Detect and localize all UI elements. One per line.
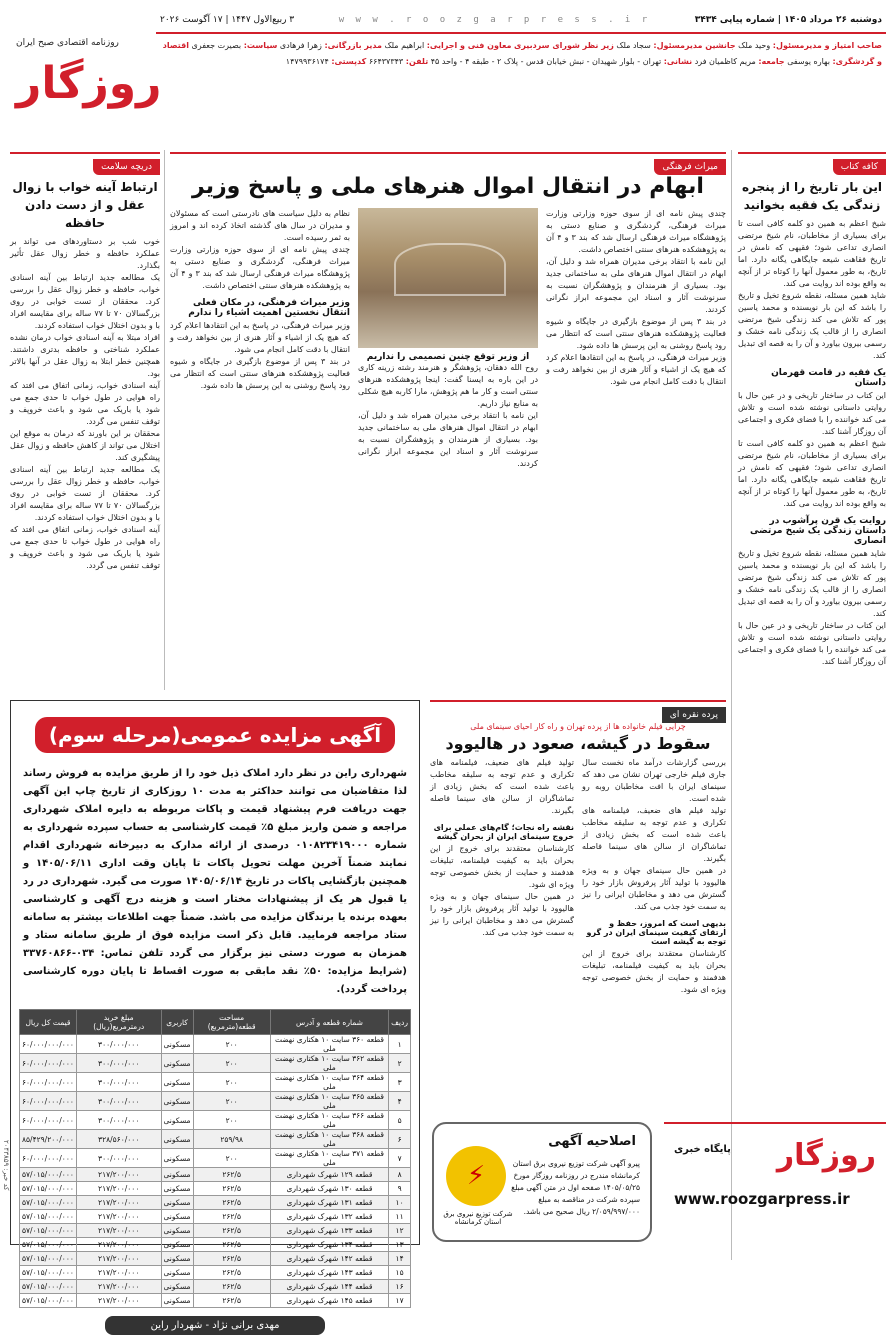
table-cell: ۳۰۰/۰۰۰/۰۰۰ (76, 1149, 161, 1168)
issue-date: دوشنبه ۲۶ مرداد ۱۴۰۵ | شماره پیاپی ۳۴۳۴ (694, 15, 882, 25)
table-cell: ۲۱۷/۲۰۰/۰۰۰ (76, 1210, 161, 1224)
table-row (20, 1294, 411, 1308)
tender-title: آگهی مزایده عمومی(مرحله سوم) (35, 717, 395, 753)
table-cell: ۳۲۸/۵۶۰/۰۰۰ (76, 1130, 161, 1149)
movie-subheading: نقشه راه نجات؛ گام‌های عملی برای خروج سینمای ایران از بحران گیشه (433, 823, 574, 841)
table-cell: قطعه ۳۶۸ سایت ۱۰ هکتاری نهضت ملی (270, 1130, 388, 1149)
column-divider (731, 150, 732, 1260)
staff-value: ۶۶۴۳۷۳۴۳ (366, 57, 406, 66)
table-cell: ۱۶ (389, 1280, 411, 1294)
table-cell: ۹ (389, 1182, 411, 1196)
staff-value: بهاره یوسفی (784, 57, 833, 66)
section-label: پرده نقره ای (662, 707, 726, 723)
table-row (20, 1182, 411, 1196)
table-cell: ۱۱ (389, 1210, 411, 1224)
table-cell: قطعه ۱۳۴ شهرک شهرداری (270, 1238, 388, 1252)
health-paragraph: خوب شب بر دستاوردهای می تواند بر عملکرد حافظه و خطر زوال عقل تأثیر بگذارد. (10, 237, 160, 270)
table-cell: ۵۷/۰۱۵/۰۰۰/۰۰۰ (20, 1224, 77, 1238)
lead-col-middle (358, 208, 538, 470)
table-cell: قطعه ۳۶۰ سایت ۱۰ هکتاری نهضت ملی (270, 1035, 388, 1054)
health-paragraph: یک مطالعه جدید ارتباط بین آینه اسنادی خواب، حافظه و خطر زوال عقل را بررسی کرد. محققان از تست خوابی در روی بزرگسالان ۷۰ تا ۷۷ ساله برای مقایسه افراد با و بدون اختلال خواب استفاده کردند. (10, 465, 161, 522)
tender-body: شهرداری راین در نظر دارد املاک ذیل خود را از طریق مزایده به فروش رساند لذا متقاضیان می توانند حداکثر به مدت ۱۰ روزکاری از تاریخ چاپ این آگهی جهت دریافت فرم پیشنهاد قیمت و پاکات مربوطه به دایره املاک شهرداری مراجعه و ضمن واریز مبلغ ۵٪ قیمت کارشناسی به حساب سپرده شهرداری به شماره ۰۱۰۸۲۳۴۱۹۰۰۰ درصدی از ارائه مدارک به دبیرخانه شهرداری اقدام نمایند ضمناً آخرین مهلت تحویل پاکات تا پایان وقت اداری ۱۴۰۵/۰۶/۱۱ و همچنین بازگشایی پاکات در تاریخ ۱۴۰۵/۰۶/۱۴ صورت می گیرد. شهرداری در رد یا قبول هر یک از پیشنهادات مختار است و هزینه درج آگهی و کارشناسی بعهده برنده یا برندگان مزایده می باشد. ضمناً جهت اطلاعات بیشتر به سامانه ستاد مراجعه فرمایید. قابل ذکر است مزایده فوق از طریق سامانه ستاد و همزمان به صورت دستی نیز برگزار می گردد تلفن تماس: ۰۳۴-۳۳۷۶۰۸۶۶ (شرایط مزایده: ۵۰٪ نقد مابقی به صورت اقساط تا پایان دوره کارشناسی پرداخت گردد). (23, 768, 408, 995)
staff-label: مدیر بازرگانی: (324, 41, 382, 50)
movie-col-left (430, 757, 574, 996)
movie-subheading: بدیهی است که امروز، حفظ و ارتقای کیفیت سینمای ایران در گرو توجه به گیشه است (586, 919, 726, 946)
table-row (20, 1224, 411, 1238)
lead-paragraph: چندی پیش نامه ای از سوی حوزه وزارتی وزارت میراث فرهنگی، گردشگری و صنایع دستی به پژوهشگاه میراث فرهنگی ارسال شد که بند ۳ و ۴ آن به پژوهشکده هنرهای سنتی اختصاص داشت. (546, 209, 726, 254)
movie-paragraph: در همین حال سینمای جهان و به ویژه هالیوود با تولید آثار پرفروش بازار خود را گسترش می دهد و مخاطبان ایرانی را نیز به سمت خود جذب می کند. (582, 866, 726, 911)
table-cell: ۶۰/۰۰۰/۰۰۰/۰۰۰ (20, 1092, 77, 1111)
table-cell: ۲۶۲/۵ (193, 1182, 270, 1196)
table-cell: ۲۰۰ (193, 1035, 270, 1054)
correction-title: اصلاحیه آگهی (548, 1134, 636, 1149)
tagline: روزنامه اقتصادی صبح ایران (16, 38, 119, 48)
table-cell: ۶ (389, 1130, 411, 1149)
table-cell: ۵۷/۰۱۵/۰۰۰/۰۰۰ (20, 1280, 77, 1294)
table-cell: ۷ (389, 1149, 411, 1168)
section-label: دریچه سلامت (93, 159, 160, 175)
lead-paragraph: این نامه با انتقاد برخی مدیران همراه شد و دلیل آن، ابهام در انتقال اموال هنرهای ملی به ساختمانی جدید بود. بسیاری از هنرمندان و پژوهشگران نسبت به سرنوشت آثار و اسناد این مجموعه ابراز نگرانی کردند. (546, 257, 726, 314)
table-cell: ۲۶۲/۵ (193, 1210, 270, 1224)
column-header: مساحت قطعه(مترمربع) (193, 1010, 270, 1035)
staff-list (156, 34, 886, 74)
logo (10, 8, 162, 144)
table-cell: ۸ (389, 1168, 411, 1182)
staff-value: ابراهیم ملک (381, 41, 427, 50)
health-paragraph: آینه اسنادی خواب، زمانی اتفاق می افتد که راه هوایی در طول خواب تا حدی جمع می شود یا باریک می شود و باعث خروپف و توقف تنفس می گردد. (10, 381, 160, 426)
staff-entry (736, 41, 882, 50)
table-cell: قطعه ۱۴۴ شهرک شهرداری (270, 1280, 388, 1294)
table-cell: ۸۵/۴۲۹/۲۰۰/۰۰۰ (20, 1130, 77, 1149)
table-row (20, 1130, 411, 1149)
staff-entry (382, 41, 512, 50)
lead-col-left (170, 208, 350, 470)
lead-paragraph: وزیر میراث فرهنگی، در پاسخ به این انتقادها اعلام کرد که هیچ یک از اشیاء و آثار هنری از بین نخواهد رفت و انتقال با دقت کامل انجام می شود. (170, 321, 350, 354)
book-paragraph: شاید همین مسئله، نقطه شروع تخیل و تاریخ را باشد که این بار نویسنده و محمد یاسین پور که تلاش می کند زندگی شیخ مرتضی انصاری را از قالب یک زندگی نامه خشک و رسمی بیرون بیاورد و آن را به قصه ای تبدیل کند. (738, 549, 886, 618)
table-cell: ۲۶۲/۵ (193, 1280, 270, 1294)
table-cell: ۳۰۰/۰۰۰/۰۰۰ (76, 1054, 161, 1073)
movie-headline: سقوط در گیشه، صعود در هالیوود (445, 734, 711, 753)
table-cell: ۴ (389, 1092, 411, 1111)
staff-entry (692, 57, 784, 66)
table-cell: ۵ (389, 1111, 411, 1130)
table-cell: قطعه ۱۴۲ شهرک شهرداری (270, 1252, 388, 1266)
lead-paragraph: نظام به دلیل سیاست های نادرستی است که مسئولان و مدیران در سال های گذشته اتخاذ کرده اند و امروز به ثمر رسیده است. (170, 209, 350, 242)
table-cell: ۲۱۷/۲۰۰/۰۰۰ (76, 1238, 161, 1252)
table-cell: ۱۲ (389, 1224, 411, 1238)
table-cell: ۲۱۷/۲۰۰/۰۰۰ (76, 1168, 161, 1182)
movie-paragraph: بررسی گزارشات درآمد ماه نخست سال جاری فیلم خارجی تهران نشان می دهد که سینمای ایران با افت مخاطبان روبه رو شده است. (582, 758, 726, 803)
news-logo: روزگار (776, 1138, 876, 1173)
staff-value: بصیرت جعفری (189, 41, 244, 50)
section-bar (170, 152, 726, 170)
tender-table (19, 1009, 411, 1308)
health-paragraph: محققان بر این باورند که درمان به موقع این اختلال می تواند از کاهش حافظه و زوال عقل پیشگیری کند. (10, 429, 160, 462)
correction-body: پیرو آگهی شرکت توزیع نیروی برق استان کرمانشاه مندرج در روزنامه روزگار مورخ ۱۴۰۵/۰۵/۲۵ صفحه اول در متن آگهی مبلغ سپرده شرکت در مناقصه به مبلغ ۲/۰۵۹/۹۹۷/۰۰۰ ریال صحیح می باشد. (511, 1159, 640, 1216)
movie-paragraph: در همین حال سینمای جهان و به ویژه هالیوود با تولید آثار پرفروش بازار خود را گسترش می دهد و مخاطبان ایرانی را نیز به سمت خود جذب می کند. (430, 892, 574, 937)
staff-entry (366, 57, 428, 66)
table-cell: ۲۰۰ (193, 1054, 270, 1073)
table-cell: قطعه ۱۴۵ شهرک شهرداری (270, 1294, 388, 1308)
table-cell: ۲۶۲/۵ (193, 1266, 270, 1280)
table-cell: قطعه ۱۲۹ شهرک شهرداری (270, 1168, 388, 1182)
book-paragraph: شاید همین مسئله، نقطه شروع تخیل و تاریخ را باشد که این بار نویسنده و محمد یاسین پور که تلاش می کند زندگی شیخ مرتضی انصاری را از قالب یک زندگی نامه خشک و رسمی بیرون بیاورد و آن را به قصه ای تبدیل کند. (738, 291, 886, 360)
health-paragraph: افراد مبتلا به آینه اسنادی خواب درمان نشده عملکرد شناختی و حافظه بدتری داشتند. همچنین خطر ابتلا به زوال عقل در آنها بالاتر بود. (10, 333, 160, 378)
movie-paragraph: تولید فیلم های ضعیف، فیلمنامه های تکراری و عدم توجه به سلیقه مخاطب باعث شده است که بخش زیادی از تماشاگران از سالن های سینما فاصله بگیرند. (582, 806, 726, 863)
table-cell: قطعه ۱۳۱ شهرک شهرداری (270, 1196, 388, 1210)
staff-label: کدپستی: (331, 57, 367, 66)
table-cell: مسکونی (161, 1073, 193, 1092)
table-cell: مسکونی (161, 1280, 193, 1294)
staff-value: مریم کاظمیان فرد (692, 57, 759, 66)
column-divider (164, 150, 165, 690)
table-cell: ۳۰۰/۰۰۰/۰۰۰ (76, 1035, 161, 1054)
staff-entry (189, 41, 277, 50)
news-site-ad (664, 1122, 886, 1242)
table-cell: قطعه ۱۳۰ شهرک شهرداری (270, 1182, 388, 1196)
table-cell: ۲۱۷/۲۰۰/۰۰۰ (76, 1294, 161, 1308)
section-bar (738, 152, 886, 170)
table-cell: مسکونی (161, 1035, 193, 1054)
table-cell: مسکونی (161, 1238, 193, 1252)
table-row (20, 1266, 411, 1280)
table-row (20, 1238, 411, 1252)
table-cell: مسکونی (161, 1252, 193, 1266)
staff-value: ۱۴۷۹۹۳۶۱۷۴ (285, 57, 332, 66)
lead-paragraph: وزیر میراث فرهنگی، در پاسخ به این انتقادها اعلام کرد که هیچ یک از اشیاء و آثار هنری از بین نخواهد رفت و انتقال با دقت کامل انجام می شود. (546, 353, 726, 386)
hijri-date: ۳ ربیع‌الاول ۱۴۴۷ | ۱۷ آگوست ۲۰۲۶ (160, 15, 295, 25)
table-cell: ۲۰۰ (193, 1111, 270, 1130)
news-label: پایگاه خبری (674, 1144, 731, 1155)
health-paragraph: آینه اسنادی خواب، زمانی اتفاق می افتد که راه هوایی در طول خواب تا حدی جمع می شود یا باریک می شود و باعث خروپف و توقف تنفس می گردد. (10, 525, 160, 570)
book-title: این بار تاریخ را از پنجره زندگی یک فقیه بخوانید (742, 180, 882, 212)
table-cell: قطعه ۳۶۲ سایت ۱۰ هکتاری نهضت ملی (270, 1054, 388, 1073)
staff-entry (277, 41, 382, 50)
table-cell: ۵۷/۰۱۵/۰۰۰/۰۰۰ (20, 1196, 77, 1210)
table-cell: ۱۴ (389, 1252, 411, 1266)
table-cell: ۳۰۰/۰۰۰/۰۰۰ (76, 1073, 161, 1092)
movie-paragraph: کارشناسان معتقدند برای خروج از این بحران باید به کیفیت فیلمنامه، تبلیغات هدفمند و حمایت از بخش خصوصی توجه ویژه ای شود. (430, 844, 574, 889)
table-row (20, 1196, 411, 1210)
tender-signature: مهدی برانی نژاد - شهردار راین (105, 1316, 325, 1335)
table-cell: قطعه ۱۴۳ شهرک شهرداری (270, 1266, 388, 1280)
movie-paragraph: تولید فیلم های ضعیف، فیلمنامه های تکراری و عدم توجه به سلیقه مخاطب باعث شده است که بخش زیادی از تماشاگران از سالن های سینما فاصله بگیرند. (430, 758, 574, 815)
table-cell: ۵۷/۰۱۵/۰۰۰/۰۰۰ (20, 1252, 77, 1266)
masthead (10, 8, 886, 144)
book-paragraph: شیخ اعظم به همین دو کلمه کافی است تا برای بسیاری از مخاطبان، نام شیخ مرتضی انصاری تداعی شود؛ فقیهی که نامش در تاریخ فقاهت شیعه جایگاهی یگانه دارد. اما تاریخ، به طور معمول آنها را کوتاه تر از آنچه به واقع بوده اند روایت می کند. (738, 219, 886, 288)
table-cell: ۱۰ (389, 1196, 411, 1210)
lead-paragraph: در بند ۳ پس از موضوع بازگیری در جایگاه و شیوه فعالیت پژوهشکده هنرهای سنتی است که انتظار می رود پاسخ روشنی به این پرسش ها داده شود. (546, 317, 726, 350)
header-info (156, 8, 886, 144)
section-label: کافه کتاب (833, 159, 886, 175)
table-cell: ۲۱۷/۲۰۰/۰۰۰ (76, 1252, 161, 1266)
book-paragraph: شیخ اعظم به همین دو کلمه کافی است تا برای بسیاری از مخاطبان، نام شیخ مرتضی انصاری تداعی شود؛ فقیهی که نامش در تاریخ فقاهت شیعه جایگاهی یگانه دارد. اما تاریخ، به طور معمول آنها را کوتاه تر از آنچه به واقع بوده اند روایت می کند. (738, 439, 886, 508)
staff-value: سجاد ملک (613, 41, 654, 50)
table-cell: ۲۵۹/۹۸ (193, 1130, 270, 1149)
staff-label: صاحب امتیاز و مدیرمسئول: (772, 41, 882, 50)
table-cell: مسکونی (161, 1224, 193, 1238)
health-title: ارتباط آینه خواب با زوال عقل و از دست دادن حافظه (12, 180, 158, 230)
column-header: قیمت کل ریال (20, 1010, 77, 1035)
staff-value: زهرا فرهادی (277, 41, 325, 50)
table-cell: ۲۱۷/۲۰۰/۰۰۰ (76, 1280, 161, 1294)
book-subheading: روایت یک قرن پرآشوب در داستان زندگی یک شیخ مرتضی انصاری (749, 516, 886, 546)
table-cell: مسکونی (161, 1294, 193, 1308)
table-cell: مسکونی (161, 1210, 193, 1224)
staff-label: اقتصاد و گردشگری: (162, 41, 882, 66)
logo-text: روزگار (16, 58, 162, 109)
table-cell: قطعه ۱۳۳ شهرک شهرداری (270, 1224, 388, 1238)
table-cell: ۶۰/۰۰۰/۰۰۰/۰۰۰ (20, 1054, 77, 1073)
table-cell: ۲۱۷/۲۰۰/۰۰۰ (76, 1266, 161, 1280)
table-row (20, 1210, 411, 1224)
table-cell: ۲۶۲/۵ (193, 1224, 270, 1238)
lead-photo (358, 208, 538, 348)
staff-entry (428, 57, 692, 66)
table-cell: ۵۷/۰۱۵/۰۰۰/۰۰۰ (20, 1294, 77, 1308)
staff-label: جامعه: (758, 57, 785, 66)
table-cell: ۲ (389, 1054, 411, 1073)
table-cell: ۲۱۷/۲۰۰/۰۰۰ (76, 1224, 161, 1238)
table-cell: ۲۶۲/۵ (193, 1196, 270, 1210)
staff-entry (614, 41, 736, 50)
column-header: شماره قطعه و آدرس (270, 1010, 388, 1035)
staff-entry (286, 57, 367, 66)
lead-paragraph: روح الله دهقان، پژوهشگر و هنرمند رشته زرینه کاری در این باره به ایسنا گفت: اینجا پژوهشکده هنرهای سنتی است و کار ما هم پژوهش، مارا کاربه هیچ شکلی به منابع نیاز داریم. (358, 363, 538, 408)
column-header: کاربری (161, 1010, 193, 1035)
staff-label: زیر نظر شورای سردبیری (514, 41, 614, 50)
lead-paragraph: چندی پیش نامه ای از سوی حوزه وزارتی وزارت میراث فرهنگی، گردشگری و صنایع دستی به پژوهشگاه میراث فرهنگی ارسال شد که بند ۳ و ۴ آن به پژوهشکده هنرهای سنتی اختصاص داشت. (170, 245, 350, 290)
table-cell: ۶۰/۰۰۰/۰۰۰/۰۰۰ (20, 1073, 77, 1092)
electricity-logo-icon: ⚡ (446, 1146, 506, 1206)
lead-paragraph: در بند ۳ پس از موضوع بازگیری در جایگاه و شیوه فعالیت پژوهشکده هنرهای سنتی است که انتظار می رود پاسخ روشنی به این پرسش ها داده شود. (170, 357, 350, 390)
table-cell: ۲۶۲/۵ (193, 1168, 270, 1182)
section-bar (10, 152, 160, 170)
table-cell: ۱۵ (389, 1266, 411, 1280)
table-cell: ۳ (389, 1073, 411, 1092)
news-url[interactable]: www.roozgarpress.ir (674, 1190, 850, 1208)
staff-label: تلفن: (405, 57, 429, 66)
staff-label: معاون فنی و اجرایی: (426, 41, 512, 50)
table-row (20, 1054, 411, 1073)
table-cell: مسکونی (161, 1054, 193, 1073)
staff-entry (511, 41, 613, 50)
table-cell: ۵۷/۰۱۵/۰۰۰/۰۰۰ (20, 1210, 77, 1224)
table-cell: ۲۶۲/۵ (193, 1238, 270, 1252)
staff-label: جانشین مدیرمسئول: (653, 41, 736, 50)
table-cell: ۲۶۲/۵ (193, 1252, 270, 1266)
staff-label: نشانی: (663, 57, 693, 66)
table-cell: ۲۰۰ (193, 1092, 270, 1111)
movie-story (430, 700, 726, 1112)
table-cell: مسکونی (161, 1182, 193, 1196)
table-row (20, 1252, 411, 1266)
section-bar (430, 700, 726, 718)
movie-kicker: چرایی فیلم خانواده ها از پرده تهران و راه کار احیای سینمای ملی (470, 722, 686, 731)
column-header: مبلغ خرید درمترمربع(ریال) (76, 1010, 161, 1035)
table-cell: ۲۰۰ (193, 1073, 270, 1092)
movie-body (430, 757, 726, 996)
table-cell: مسکونی (161, 1266, 193, 1280)
correction-ad (432, 1122, 652, 1242)
table-cell: مسکونی (161, 1092, 193, 1111)
column-header: ردیف (389, 1010, 411, 1035)
table-cell: ۲۶۲/۵ (193, 1294, 270, 1308)
health-paragraph: یک مطالعه جدید ارتباط بین آینه اسنادی خواب، حافظه و خطر زوال عقل را بررسی کرد. محققان از تست خوابی در روی بزرگسالان ۷۰ تا ۷۷ ساله برای مقایسه افراد با و بدون اختلال خواب استفاده کردند. (10, 273, 161, 330)
table-row (20, 1073, 411, 1092)
table-cell: مسکونی (161, 1111, 193, 1130)
table-row (20, 1111, 411, 1130)
staff-value: تهران - بلوار شهیدان - نبش خیابان قدس - پلاک ۲ - طبقه ۴ - واحد ۴۵ (428, 57, 664, 66)
table-row (20, 1280, 411, 1294)
table-row (20, 1092, 411, 1111)
health-column (10, 152, 160, 692)
table-cell: ۱۳ (389, 1238, 411, 1252)
photo-caption: از وزیر توقع چنین تصمیمی را نداریم (366, 352, 530, 362)
table-cell: ۱۷ (389, 1294, 411, 1308)
table-cell: ۱ (389, 1035, 411, 1054)
table-cell: ۲۱۷/۲۰۰/۰۰۰ (76, 1182, 161, 1196)
company-name: شرکت توزیع نیروی برق استان کرمانشاه (443, 1210, 513, 1226)
table-cell: قطعه ۱۳۲ شهرک شهرداری (270, 1210, 388, 1224)
table-cell: مسکونی (161, 1168, 193, 1182)
movie-paragraph: کارشناسان معتقدند برای خروج از این بحران باید به کیفیت فیلمنامه، تبلیغات هدفمند و حمایت از بخش خصوصی توجه ویژه ای شود. (582, 949, 726, 994)
table-cell: مسکونی (161, 1196, 193, 1210)
section-label: میراث فرهنگی (654, 159, 726, 175)
table-cell: ۵۷/۰۱۵/۰۰۰/۰۰۰ (20, 1238, 77, 1252)
table-cell: ۵۷/۰۱۵/۰۰۰/۰۰۰ (20, 1168, 77, 1182)
website-url[interactable]: w w w . r o o z g a r p r e s s . i r (338, 15, 651, 25)
table-cell: ۶۰/۰۰۰/۰۰۰/۰۰۰ (20, 1111, 77, 1130)
table-cell: قطعه ۳۶۵ سایت ۱۰ هکتاری نهضت ملی (270, 1092, 388, 1111)
page-code: کد خبر: ۲۰۴۳۸۵۹ (2, 1140, 10, 1191)
table-cell: ۵۷/۰۱۵/۰۰۰/۰۰۰ (20, 1266, 77, 1280)
lead-col-right (546, 208, 726, 470)
table-cell: ۶۰/۰۰۰/۰۰۰/۰۰۰ (20, 1149, 77, 1168)
table-cell: ۵۷/۰۱۵/۰۰۰/۰۰۰ (20, 1182, 77, 1196)
table-cell: قطعه ۳۶۴ سایت ۱۰ هکتاری نهضت ملی (270, 1073, 388, 1092)
table-cell: مسکونی (161, 1130, 193, 1149)
staff-value: وحید ملک (735, 41, 773, 50)
table-cell: ۶۰/۰۰۰/۰۰۰/۰۰۰ (20, 1035, 77, 1054)
table-cell: قطعه ۳۶۶ سایت ۱۰ هکتاری نهضت ملی (270, 1111, 388, 1130)
lead-subheading: وزیر میراث فرهنگی، در مکان فعلی انتقال نخستین اهمیت اشیاء را ندارم (188, 298, 350, 318)
book-subheading: یک فقیه در قامت قهرمان داستان (771, 368, 886, 388)
table-cell: قطعه ۳۷۱ سایت ۱۰ هکتاری نهضت ملی (270, 1149, 388, 1168)
staff-label: سیاست: (243, 41, 278, 50)
book-paragraph: این کتاب در ساختار تاریخی و در عین حال با روایتی داستانی نوشته شده است و تلاش می کند خواننده را با فضای فکری و اجتماعی آن روزگار آشنا کند. (738, 621, 886, 666)
table-row (20, 1035, 411, 1054)
lead-headline: ابهام در انتقال اموال هنرهای ملی و پاسخ وزیر (192, 174, 704, 199)
table-cell: ۳۰۰/۰۰۰/۰۰۰ (76, 1111, 161, 1130)
dateline (156, 8, 886, 34)
table-cell: ۲۰۰ (193, 1149, 270, 1168)
table-cell: ۲۱۷/۲۰۰/۰۰۰ (76, 1196, 161, 1210)
table-header (20, 1010, 411, 1035)
table-row (20, 1168, 411, 1182)
table-cell: مسکونی (161, 1149, 193, 1168)
movie-col-right (582, 757, 726, 996)
lead-body (170, 208, 726, 470)
table-cell: ۳۰۰/۰۰۰/۰۰۰ (76, 1092, 161, 1111)
lead-story (170, 152, 726, 532)
table-row (20, 1149, 411, 1168)
book-column (738, 152, 886, 1262)
lead-paragraph: این نامه با انتقاد برخی مدیران همراه شد و دلیل آن، ابهام در انتقال اموال هنرهای ملی به ساختمانی جدید بود. بسیاری از هنرمندان و پژوهشگران نسبت به سرنوشت آثار و اسناد این مجموعه ابراز نگرانی کردند. (358, 411, 538, 468)
book-paragraph: این کتاب در ساختار تاریخی و در عین حال با روایتی داستانی نوشته شده است و تلاش می کند خواننده را با فضای فکری و اجتماعی آن روزگار آشنا کند. (738, 391, 886, 436)
tender-ad (10, 700, 420, 1331)
